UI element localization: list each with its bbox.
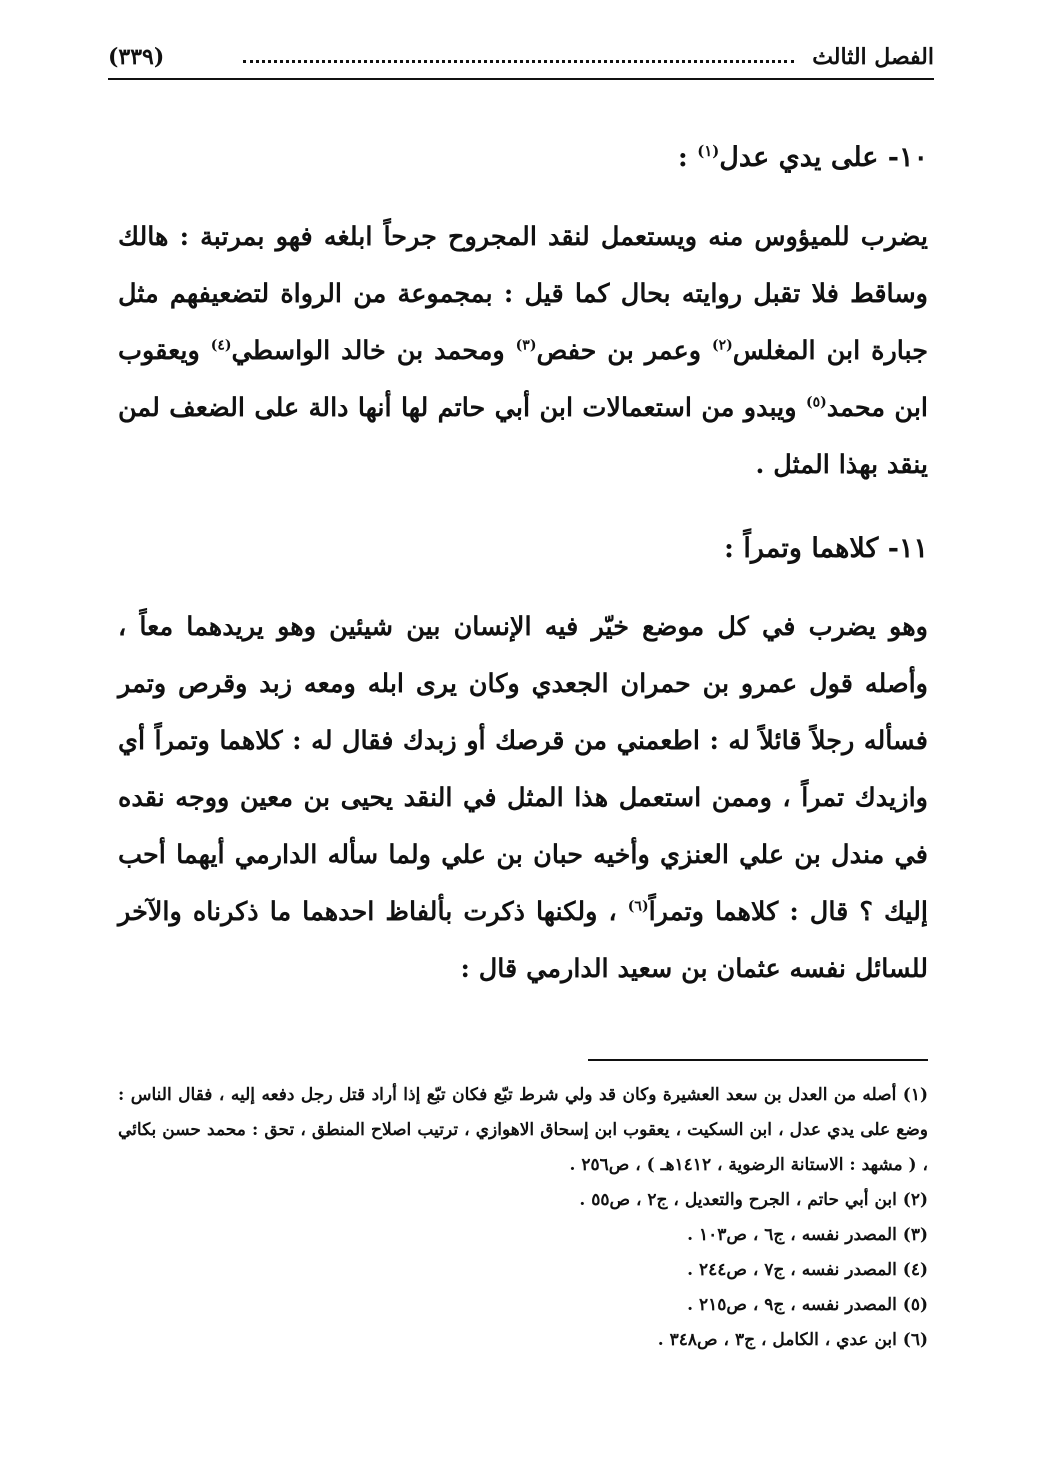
- page-number: (٣٣٩): [108, 44, 165, 70]
- heading-text: ١٠- على يدي عدل: [719, 142, 928, 173]
- section-11-paragraph: [118, 599, 928, 998]
- footnotes: [118, 1078, 928, 1358]
- footnote-ref-3: (٣): [515, 337, 537, 354]
- text-run: يضرب للميؤوس منه ويستعمل لنقد المجروح جرحاً ابلغه فهو بمرتبة : هالك وساقط فلا تقبل روايته بحال كما قيل : بمجموعة من الرواة لتضعيفهم مثل جبارة ابن المغلس: [118, 222, 928, 366]
- footnote-ref-4: (٤): [210, 337, 232, 354]
- running-header: [108, 38, 934, 80]
- section-heading-11: ١١- كلاهما وتمراً :: [724, 533, 928, 564]
- chapter-title: الفصل الثالث: [812, 44, 934, 70]
- header-dot-leader: [243, 60, 794, 63]
- section-heading-10: [678, 142, 928, 173]
- footnote-ref-5: (٥): [805, 394, 827, 411]
- footnote-separator: [588, 1059, 928, 1061]
- text-run: ، ولكنها ذكرت بألفاظ احدهما ما ذكرناه والآخر للسائل نفسه عثمان بن سعيد الدارمي قال :: [118, 897, 928, 984]
- footnote-3: (٣) المصدر نفسه ، ج٦ ، ص١٠٣ .: [687, 1225, 928, 1245]
- footnote-4: (٤) المصدر نفسه ، ج٧ ، ص٢٤٤ .: [687, 1260, 928, 1280]
- text-run: ويبدو من استعمالات ابن أبي حاتم لها أنها دالة على الضعف لمن ينقد بهذا المثل .: [118, 393, 928, 480]
- footnote-5: (٥) المصدر نفسه ، ج٩ ، ص٢١٥ .: [687, 1295, 928, 1315]
- footnote-6: (٦) ابن عدي ، الكامل ، ج٣ ، ص٣٤٨ .: [657, 1330, 928, 1350]
- text-run: وعمر بن حفص: [536, 336, 712, 366]
- text-run: ويعقوب ابن محمد: [118, 336, 929, 423]
- footnote-ref-1: (١): [697, 142, 720, 160]
- section-10-paragraph: [118, 209, 928, 494]
- footnote-ref-6: (٦): [627, 898, 649, 915]
- footnote-2: (٢) ابن أبي حاتم ، الجرح والتعديل ، ج٢ ، ص٥٥ .: [579, 1190, 928, 1210]
- text-run: ومحمد بن خالد الواسطي: [231, 336, 516, 366]
- text-run: وهو يضرب في كل موضع خيّر فيه الإنسان بين شيئين وهو يريدهما معاً ، وأصله قول عمرو بن حمران الجعدي وكان يرى ابله ومعه زبد وقرص وتمر فسأله رجلاً قائلاً له : اطعمني من قرصك أو زبدك فقال له : كلاهما وتمراً أي وازيدك تمراً ، وممن استعمل هذا المثل في النقد يحيى بن معين ووجه نقده في مندل بن علي العنزي وأخيه حبان بن علي ولما سأله الدارمي أيهما أحب إليك ؟ قال : كلاهما وتمراً: [118, 612, 928, 927]
- footnote-ref-2: (٢): [711, 337, 733, 354]
- footnote-1: (١) أصله من العدل بن سعد العشيرة وكان قد ولي شرط تبّع فكان تبّع إذا أراد قتل رجل دفعه إليه ، فقال الناس : وضع على يدي عدل ، ابن السكيت ، يعقوب ابن إسحاق الاهوازي ، ترتيب اصلاح المنطق ، تحق : محمد حسن بكائي ، ( مشهد : الاستانة الرضوية ، ١٤١٢هـ ) ، ص٢٥٦ .: [118, 1085, 928, 1175]
- heading-suffix: :: [677, 142, 698, 173]
